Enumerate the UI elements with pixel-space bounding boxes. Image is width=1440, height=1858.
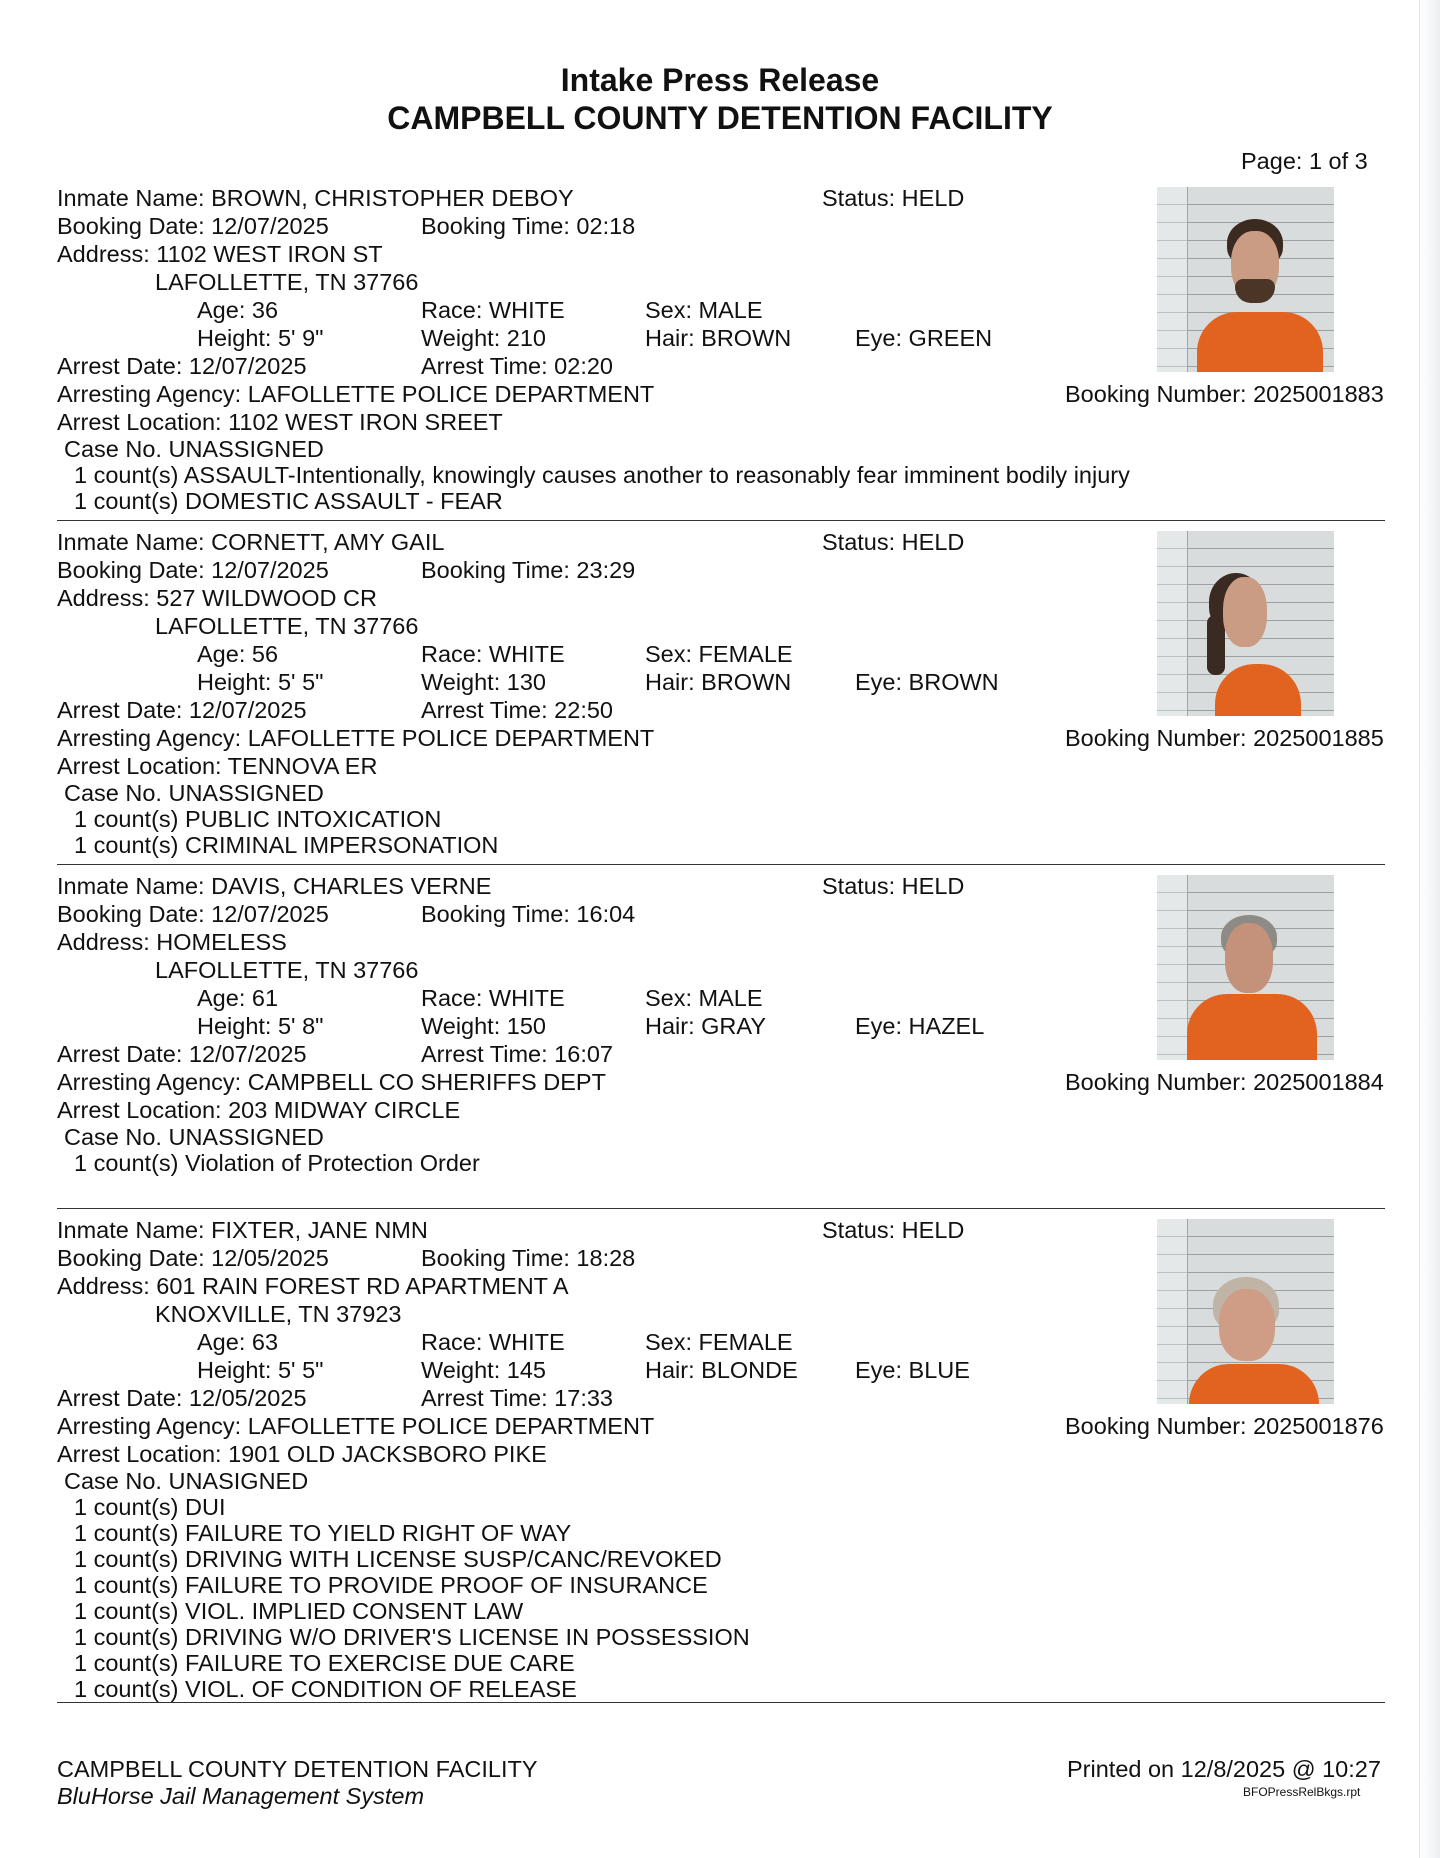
inmate-name: Inmate Name: DAVIS, CHARLES VERNE: [57, 873, 492, 899]
arrest-location: Arrest Location: TENNOVA ER: [57, 753, 378, 779]
record-divider: [57, 1702, 1385, 1703]
arresting-agency: Arresting Agency: CAMPBELL CO SHERIFFS DEPT: [57, 1069, 606, 1095]
arrest-time: Arrest Time: 17:33: [421, 1385, 613, 1411]
booking-time: Booking Time: 02:18: [421, 213, 636, 239]
address-line-2: LAFOLLETTE, TN 37766: [155, 957, 419, 983]
record-divider: [57, 1208, 1385, 1209]
booking-date: Booking Date: 12/07/2025: [57, 901, 329, 927]
age: Age: 63: [197, 1329, 279, 1355]
charge: 1 count(s) VIOL. OF CONDITION OF RELEASE: [74, 1676, 577, 1702]
charge: 1 count(s) VIOL. IMPLIED CONSENT LAW: [74, 1598, 524, 1624]
mugshot-photo: [1157, 875, 1334, 1060]
height: Height: 5' 9": [197, 325, 324, 351]
charge: 1 count(s) DUI: [74, 1494, 226, 1520]
inmate-name: Inmate Name: CORNETT, AMY GAIL: [57, 529, 445, 555]
case-number: Case No. UNASSIGNED: [64, 1124, 324, 1150]
sex: Sex: FEMALE: [645, 641, 793, 667]
hair: Hair: GRAY: [645, 1013, 766, 1039]
charge: 1 count(s) DRIVING WITH LICENSE SUSP/CANC/REVOKED: [74, 1546, 722, 1572]
sex: Sex: MALE: [645, 297, 763, 323]
charge: 1 count(s) DOMESTIC ASSAULT - FEAR: [74, 488, 503, 514]
race: Race: WHITE: [421, 985, 565, 1011]
arresting-agency: Arresting Agency: LAFOLLETTE POLICE DEPARTMENT: [57, 1413, 655, 1439]
arrest-date: Arrest Date: 12/07/2025: [57, 353, 307, 379]
eye: Eye: BROWN: [855, 669, 999, 695]
address-line-2: KNOXVILLE, TN 37923: [155, 1301, 402, 1327]
record-divider: [57, 520, 1385, 521]
arrest-location: Arrest Location: 1901 OLD JACKSBORO PIKE: [57, 1441, 547, 1467]
booking-number: Booking Number: 2025001876: [1065, 1413, 1384, 1439]
eye: Eye: BLUE: [855, 1357, 970, 1383]
footer-system: BluHorse Jail Management System: [57, 1783, 425, 1809]
status: Status: HELD: [822, 529, 965, 555]
weight: Weight: 150: [421, 1013, 546, 1039]
booking-date: Booking Date: 12/05/2025: [57, 1245, 329, 1271]
charge: 1 count(s) DRIVING W/O DRIVER'S LICENSE IN POSSESSION: [74, 1624, 750, 1650]
address-line-1: Address: 601 RAIN FOREST RD APARTMENT A: [57, 1273, 569, 1299]
charge: 1 count(s) CRIMINAL IMPERSONATION: [74, 832, 499, 858]
arresting-agency: Arresting Agency: LAFOLLETTE POLICE DEPARTMENT: [57, 725, 655, 751]
report-file-name: BFOPressRelBkgs.rpt: [1243, 1785, 1361, 1799]
arrest-date: Arrest Date: 12/07/2025: [57, 697, 307, 723]
booking-time: Booking Time: 16:04: [421, 901, 636, 927]
arrest-time: Arrest Time: 22:50: [421, 697, 613, 723]
printed-timestamp: Printed on 12/8/2025 @ 10:27: [1067, 1756, 1381, 1782]
address-line-1: Address: 1102 WEST IRON ST: [57, 241, 383, 267]
sex: Sex: FEMALE: [645, 1329, 793, 1355]
page-indicator: Page: 1 of 3: [1241, 148, 1368, 174]
address-line-1: Address: HOMELESS: [57, 929, 287, 955]
arrest-date: Arrest Date: 12/05/2025: [57, 1385, 307, 1411]
address-line-2: LAFOLLETTE, TN 37766: [155, 269, 419, 295]
eye: Eye: HAZEL: [855, 1013, 985, 1039]
facility-title: CAMPBELL COUNTY DETENTION FACILITY: [387, 100, 1053, 136]
arrest-time: Arrest Time: 02:20: [421, 353, 613, 379]
charge: 1 count(s) FAILURE TO YIELD RIGHT OF WAY: [74, 1520, 572, 1546]
mugshot-photo: [1157, 531, 1334, 716]
booking-time: Booking Time: 23:29: [421, 557, 636, 583]
height: Height: 5' 5": [197, 1357, 324, 1383]
inmate-name: Inmate Name: BROWN, CHRISTOPHER DEBOY: [57, 185, 574, 211]
weight: Weight: 145: [421, 1357, 546, 1383]
booking-number: Booking Number: 2025001884: [1065, 1069, 1384, 1095]
sex: Sex: MALE: [645, 985, 763, 1011]
arresting-agency: Arresting Agency: LAFOLLETTE POLICE DEPARTMENT: [57, 381, 655, 407]
age: Age: 56: [197, 641, 279, 667]
height: Height: 5' 5": [197, 669, 324, 695]
status: Status: HELD: [822, 1217, 965, 1243]
status: Status: HELD: [822, 873, 965, 899]
arrest-time: Arrest Time: 16:07: [421, 1041, 613, 1067]
arrest-location: Arrest Location: 203 MIDWAY CIRCLE: [57, 1097, 461, 1123]
case-number: Case No. UNASSIGNED: [64, 780, 324, 806]
hair: Hair: BROWN: [645, 325, 792, 351]
address-line-2: LAFOLLETTE, TN 37766: [155, 613, 419, 639]
weight: Weight: 210: [421, 325, 546, 351]
age: Age: 36: [197, 297, 279, 323]
mugshot-photo: [1157, 1219, 1334, 1404]
height: Height: 5' 8": [197, 1013, 324, 1039]
hair: Hair: BLONDE: [645, 1357, 798, 1383]
eye: Eye: GREEN: [855, 325, 993, 351]
mugshot-photo: [1157, 187, 1334, 372]
page-edge: [1419, 0, 1440, 1858]
inmate-name: Inmate Name: FIXTER, JANE NMN: [57, 1217, 428, 1243]
arrest-date: Arrest Date: 12/07/2025: [57, 1041, 307, 1067]
charge: 1 count(s) FAILURE TO PROVIDE PROOF OF INSURANCE: [74, 1572, 708, 1598]
charge: 1 count(s) Violation of Protection Order: [74, 1150, 480, 1176]
status: Status: HELD: [822, 185, 965, 211]
case-number: Case No. UNASIGNED: [64, 1468, 309, 1494]
booking-date: Booking Date: 12/07/2025: [57, 557, 329, 583]
hair: Hair: BROWN: [645, 669, 792, 695]
arrest-location: Arrest Location: 1102 WEST IRON SREET: [57, 409, 503, 435]
footer-facility: CAMPBELL COUNTY DETENTION FACILITY: [57, 1756, 538, 1782]
record-divider: [57, 864, 1385, 865]
booking-number: Booking Number: 2025001883: [1065, 381, 1384, 407]
case-number: Case No. UNASSIGNED: [64, 436, 324, 462]
weight: Weight: 130: [421, 669, 546, 695]
race: Race: WHITE: [421, 1329, 565, 1355]
report-title: Intake Press Release: [560, 62, 880, 98]
booking-date: Booking Date: 12/07/2025: [57, 213, 329, 239]
age: Age: 61: [197, 985, 279, 1011]
charge: 1 count(s) ASSAULT-Intentionally, knowingly causes another to reasonably fear imminent bodily injury: [74, 462, 1130, 488]
booking-time: Booking Time: 18:28: [421, 1245, 636, 1271]
charge: 1 count(s) PUBLIC INTOXICATION: [74, 806, 442, 832]
charge: 1 count(s) FAILURE TO EXERCISE DUE CARE: [74, 1650, 575, 1676]
race: Race: WHITE: [421, 297, 565, 323]
address-line-1: Address: 527 WILDWOOD CR: [57, 585, 377, 611]
race: Race: WHITE: [421, 641, 565, 667]
booking-number: Booking Number: 2025001885: [1065, 725, 1384, 751]
